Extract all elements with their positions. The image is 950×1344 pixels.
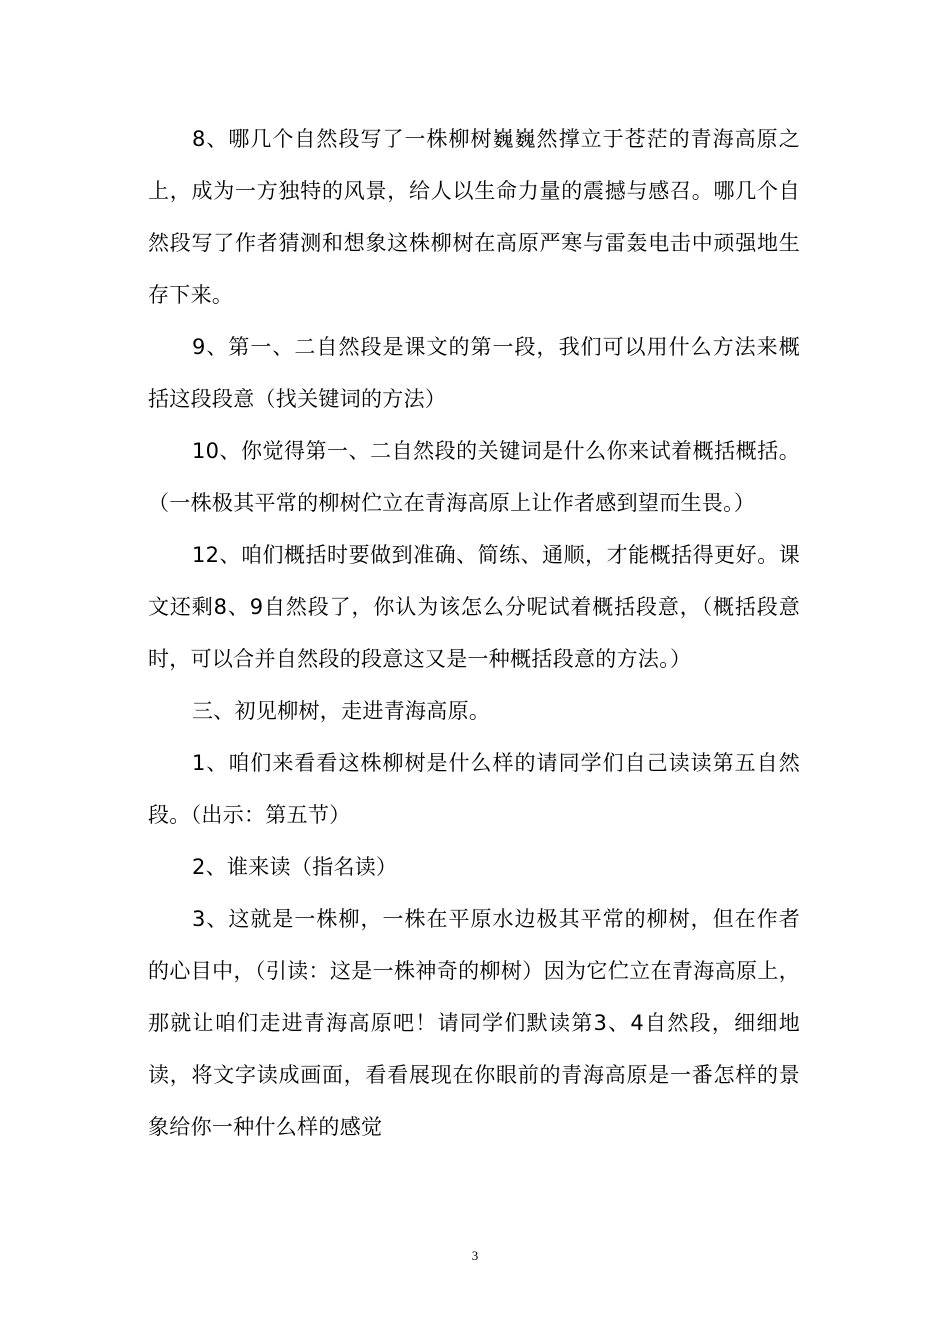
paragraph-step-2: 2、谁来读（指名读） bbox=[192, 855, 398, 879]
paragraph-12: 12、咱们概括时要做到准确、简练、通顺，才能概括得更好。课文还剩8、9自然段了，你认为该怎么分呢试着概括段意，（概括段意时，可以合并自然段的段意这又是一种概括段意的方法。） bbox=[148, 543, 800, 671]
document-body bbox=[148, 113, 800, 1153]
section-heading-3: 三、初见柳树，走进青海高原。 bbox=[192, 699, 491, 723]
paragraph-10: 10、你觉得第一、二自然段的关键词是什么你来试着概括概括。（一株极其平常的柳树伫立在青海高原上让作者感到望而生畏。） bbox=[148, 439, 800, 515]
paragraph-step-1: 1、咱们来看看这株柳树是什么样的请同学们自己读读第五自然段。（出示：第五节） bbox=[148, 751, 800, 827]
paragraph-8: 8、哪几个自然段写了一株柳树巍巍然撑立于苍茫的青海高原之上，成为一方独特的风景，给人以生命力量的震撼与感召。哪几个自然段写了作者猜测和想象这株柳树在高原严寒与雷轰电击中顽强地生存下来。 bbox=[148, 127, 800, 307]
page-number: 3 bbox=[471, 1248, 479, 1263]
paragraph-step-3: 3、这就是一株柳，一株在平原水边极其平常的柳树，但在作者的心目中，（引读：这是一株神奇的柳树）因为它伫立在青海高原上，那就让咱们走进青海高原吧！请同学们默读第3、4自然段，细细地读，将文字读成画面，看看展现在你眼前的青海高原是一番怎样的景象给你一种什么样的感觉 bbox=[148, 907, 800, 1139]
paragraph-9: 9、第一、二自然段是课文的第一段，我们可以用什么方法来概括这段段意（找关键词的方法） bbox=[148, 335, 800, 411]
